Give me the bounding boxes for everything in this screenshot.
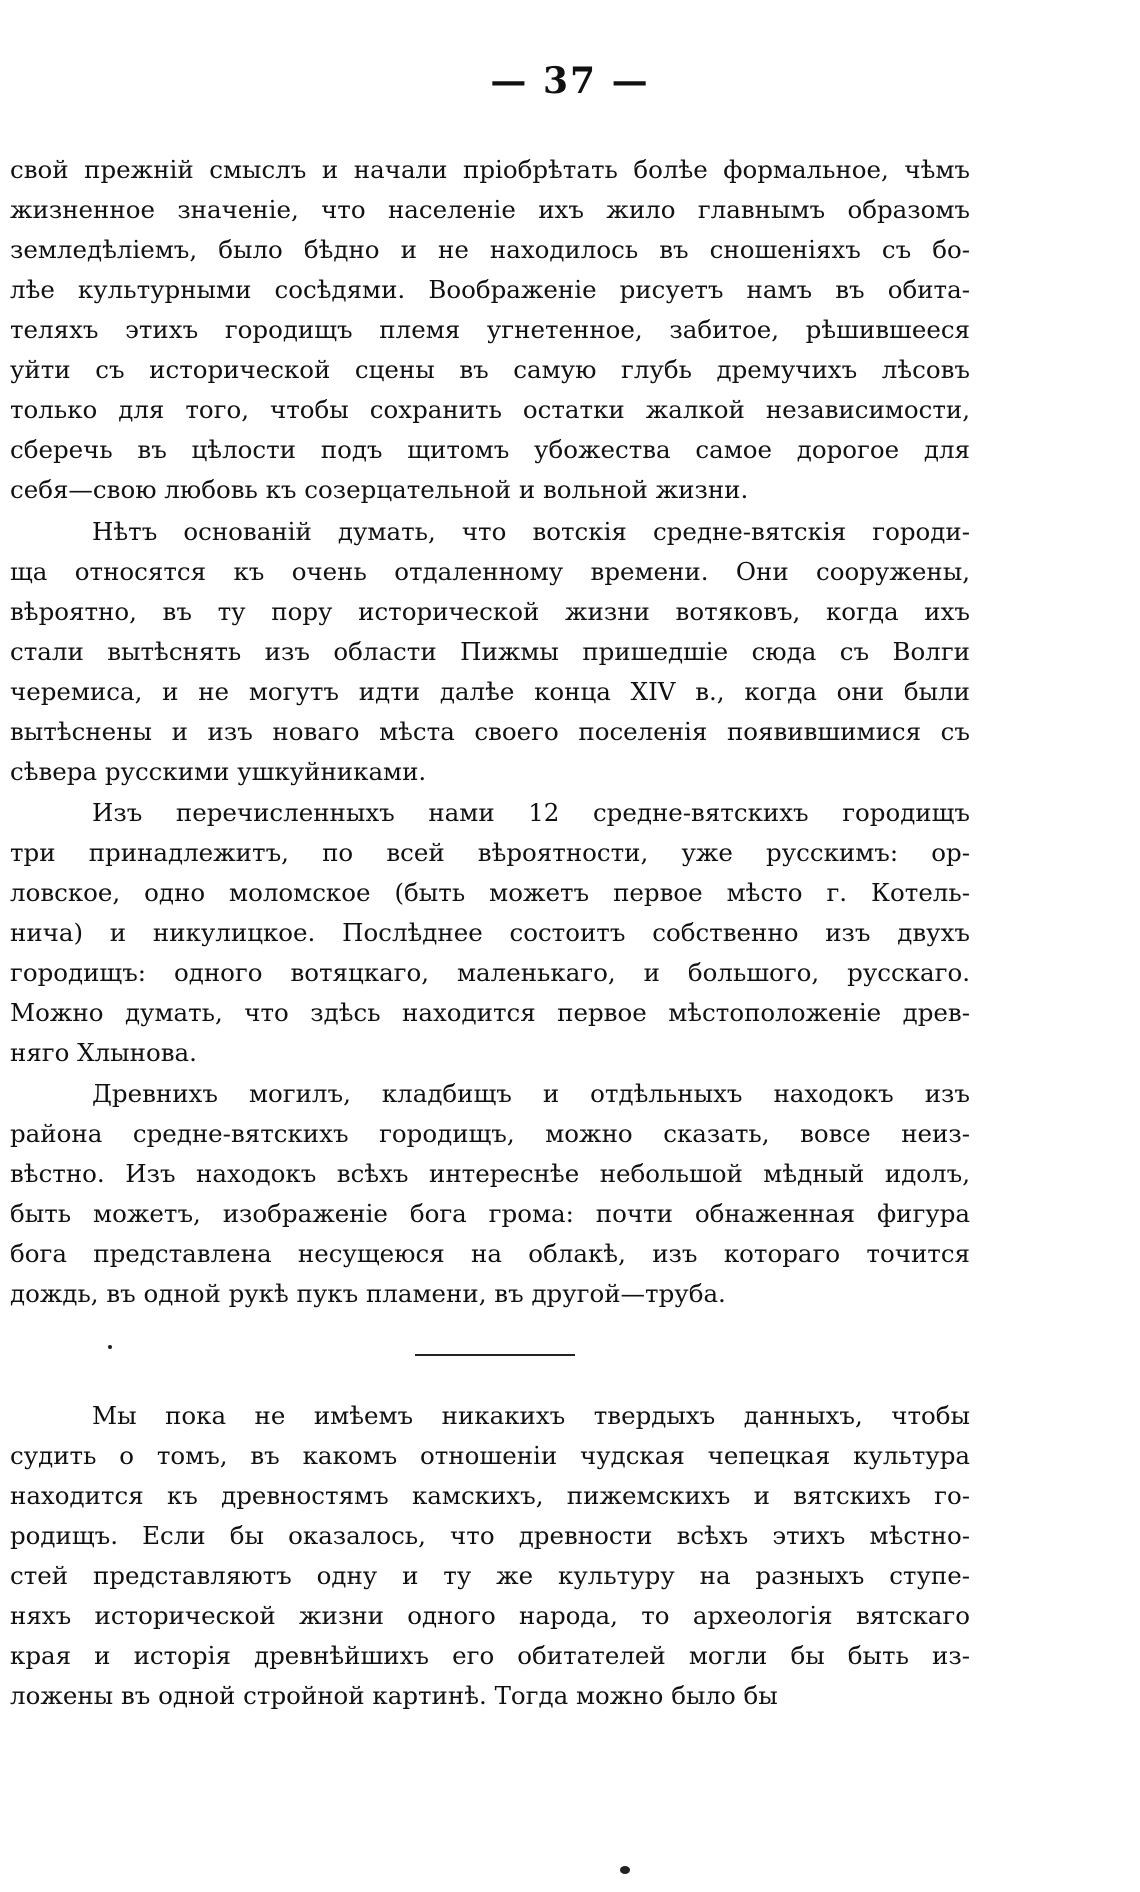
paragraph-line: стали вытѣснять изъ области Пижмы пришедшіе сюда съ Волги (10, 637, 970, 666)
paragraph-line: ложены въ одной стройной картинѣ. Тогда можно было бы (10, 1681, 778, 1710)
paragraph-line: дождь, въ одной рукѣ пукъ пламени, въ другой—труба. (10, 1279, 726, 1308)
paragraph-line: судить о томъ, въ какомъ отношеніи чудская чепецкая культура (10, 1441, 970, 1470)
ink-speck (108, 1345, 112, 1349)
paragraph-line: края и исторія древнѣйшихъ его обитателей могли бы быть из- (10, 1641, 970, 1670)
paragraph-line: няхъ исторической жизни одного народа, то археологія вятскаго (10, 1601, 970, 1630)
paragraph-line: Можно думать, что здѣсь находится первое мѣстоположеніе древ- (10, 998, 970, 1027)
page-number: — 37 — (490, 60, 650, 102)
paragraph-line: нича) и никулицкое. Послѣднее состоитъ собственно изъ двухъ (10, 918, 970, 947)
paragraph-line: земледѣліемъ, было бѣдно и не находилось въ сношеніяхъ съ бо- (10, 235, 970, 264)
paragraph-line: ловское, одно моломское (быть можетъ первое мѣсто г. Котель- (10, 878, 970, 907)
paragraph-line: Древнихъ могилъ, кладбищъ и отдѣльныхъ находокъ изъ (92, 1079, 970, 1108)
paragraph-line: свой прежній смыслъ и начали пріобрѣтать болѣе формальное, чѣмъ (10, 155, 970, 184)
paragraph-line: родищъ. Если бы оказалось, что древности всѣхъ этихъ мѣстно- (10, 1521, 970, 1550)
paragraph-line: уйти съ исторической сцены въ самую глубь дремучихъ лѣсовъ (10, 355, 970, 384)
paragraph-line: городищъ: одного вотяцкаго, маленькаго, и большого, русскаго. (10, 958, 970, 987)
paragraph-line: бога представлена несущеюся на облакѣ, изъ котораго точится (10, 1239, 970, 1268)
paragraph-line: себя—свою любовь къ созерцательной и вольной жизни. (10, 475, 749, 504)
paragraph-line: няго Хлынова. (10, 1038, 197, 1067)
paragraph-1 (10, 150, 970, 510)
paragraph-line: лѣе культурными сосѣдями. Воображеніе рисуетъ намъ въ обита- (10, 275, 970, 304)
paragraph-line: вѣроятно, въ ту пору исторической жизни вотяковъ, когда ихъ (10, 597, 970, 626)
paragraph-line: Мы пока не имѣемъ никакихъ твердыхъ данныхъ, чтобы (92, 1401, 970, 1430)
paragraph-2 (10, 512, 970, 792)
paragraph-line: три принадлежитъ, по всей вѣроятности, уже русскимъ: ор- (10, 838, 970, 867)
paragraph-line: сѣвера русскими ушкуйниками. (10, 757, 427, 786)
paragraph-5 (10, 1396, 970, 1716)
paragraph-line: Изъ перечисленныхъ нами 12 средне-вятскихъ городищъ (92, 798, 970, 827)
paragraph-line: района средне-вятскихъ городищъ, можно сказать, вовсе неиз- (10, 1119, 970, 1148)
paragraph-line: черемиса, и не могутъ идти далѣе конца XIV в., когда они были (10, 677, 970, 706)
paragraph-line: Нѣтъ основаній думать, что вотскія средне-вятскія городи- (92, 517, 970, 546)
paragraph-line: ща относятся къ очень отдаленному времени. Они сооружены, (10, 557, 970, 586)
paragraph-line: теляхъ этихъ городищъ племя угнетенное, забитое, рѣшившееся (10, 315, 970, 344)
paragraph-line: стей представляютъ одну и ту же культуру на разныхъ ступе- (10, 1561, 970, 1590)
paragraph-3 (10, 793, 970, 1073)
paragraph-line: вытѣснены и изъ новаго мѣста своего поселенія появившимися съ (10, 717, 970, 746)
paragraph-line: вѣстно. Изъ находокъ всѣхъ интереснѣе небольшой мѣдный идолъ, (10, 1159, 970, 1188)
paragraph-4 (10, 1074, 970, 1314)
paragraph-line: находится къ древностямъ камскихъ, пижемскихъ и вятскихъ го- (10, 1481, 970, 1510)
paragraph-line: только для того, чтобы сохранить остатки жалкой независимости, (10, 395, 970, 424)
paragraph-line: быть можетъ, изображеніе бога грома: почти обнаженная фигура (10, 1199, 970, 1228)
ink-speck (620, 1866, 630, 1874)
paragraph-line: сберечь въ цѣлости подъ щитомъ убожества самое дорогое для (10, 435, 970, 464)
section-divider (415, 1354, 575, 1356)
paragraph-line: жизненное значеніе, что населеніе ихъ жило главнымъ образомъ (10, 195, 970, 224)
